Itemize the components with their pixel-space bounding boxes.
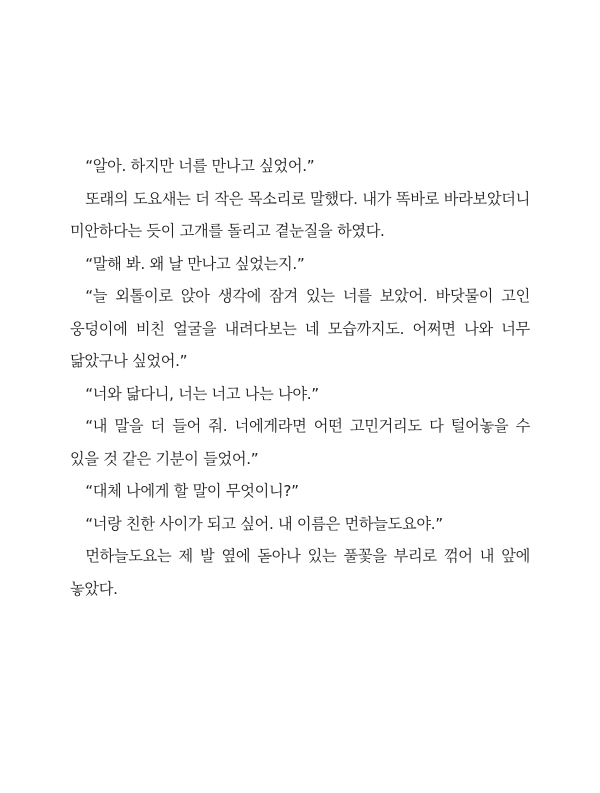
paragraph-4: “늘 외톨이로 앉아 생각에 잠겨 있는 너를 보았어. 바닷물이 고인 웅덩이에 비친 얼굴을 내려다보는 네 모습까지도. 어쩌면 나와 너무 닮았구나 싶었어.”	[70, 287, 530, 370]
paragraph-9: 먼하늘도요는 제 발 옆에 돋아나 있는 풀꽃을 부리로 꺾어 내 앞에 놓았다.	[70, 547, 530, 598]
paragraph-6: “내 말을 더 들어 줘. 너에게라면 어떤 고민거리도 다 털어놓을 수 있을 것 같은 기분이 들었어.”	[70, 417, 530, 468]
paragraph-3: “말해 봐. 왜 날 만나고 싶었는지.”	[85, 254, 305, 273]
paragraph-8: “너랑 친한 사이가 되고 싶어. 내 이름은 먼하늘도요야.”	[85, 514, 443, 533]
paragraph-5: “너와 닮다니, 너는 너고 나는 나야.”	[85, 384, 319, 403]
story-text	[70, 150, 530, 605]
paragraph-7: “대체 나에게 할 말이 무엇이니?”	[85, 482, 299, 500]
paragraph-2: 또래의 도요새는 더 작은 목소리로 말했다. 내가 똑바로 바라보았더니 미안하다는 듯이 고개를 돌리고 곁눈질을 하였다.	[70, 189, 530, 240]
paragraph-1: “알아. 하지만 너를 만나고 싶었어.”	[85, 157, 315, 175]
